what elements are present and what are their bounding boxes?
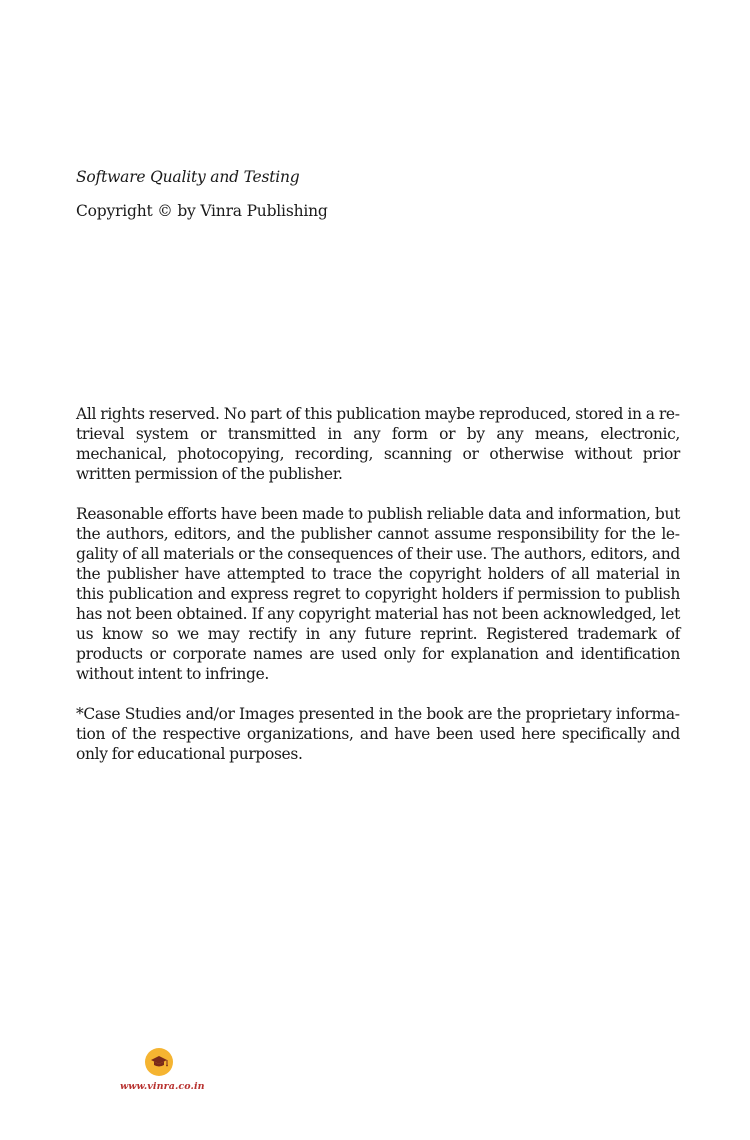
copyright-line: Copyright © by Vinra Publishing bbox=[76, 202, 328, 220]
publisher-logo bbox=[118, 1046, 205, 1096]
book-title: Software Quality and Testing bbox=[76, 168, 300, 186]
rights-reserved-paragraph: All rights reserved. No part of this publication maybe reproduced, stored in a retrieval system or transmitted in any form or by any means, electronic, mechanical, photocopying, recording, scanning or otherwise without prior written permission of the publisher. bbox=[76, 405, 680, 483]
reasonable-efforts-paragraph: Reasonable efforts have been made to publish reliable data and information, but the authors, editors, and the publisher cannot assume responsibility for the legality of all materials or the consequences of their use. The authors, editors, and the publisher have attempted to trace the copyright holders of all material in this publication and express regret to copyright holders if permission to publish has not been obtained. If any copyright material has not been acknowledged, let us know so we may rectify in any future reprint. Registered trademark of products or corporate names are used only for explanation and identification without intent to infringe. bbox=[76, 505, 680, 683]
graduation-cap-logo-icon bbox=[145, 1048, 173, 1076]
case-studies-paragraph: *Case Studies and/or Images presented in the book are the proprietary information of the respective organizations, and have been used here specifically and only for educational purposes. bbox=[76, 705, 680, 763]
publisher-url: www.vinra.co.in bbox=[120, 1081, 205, 1092]
